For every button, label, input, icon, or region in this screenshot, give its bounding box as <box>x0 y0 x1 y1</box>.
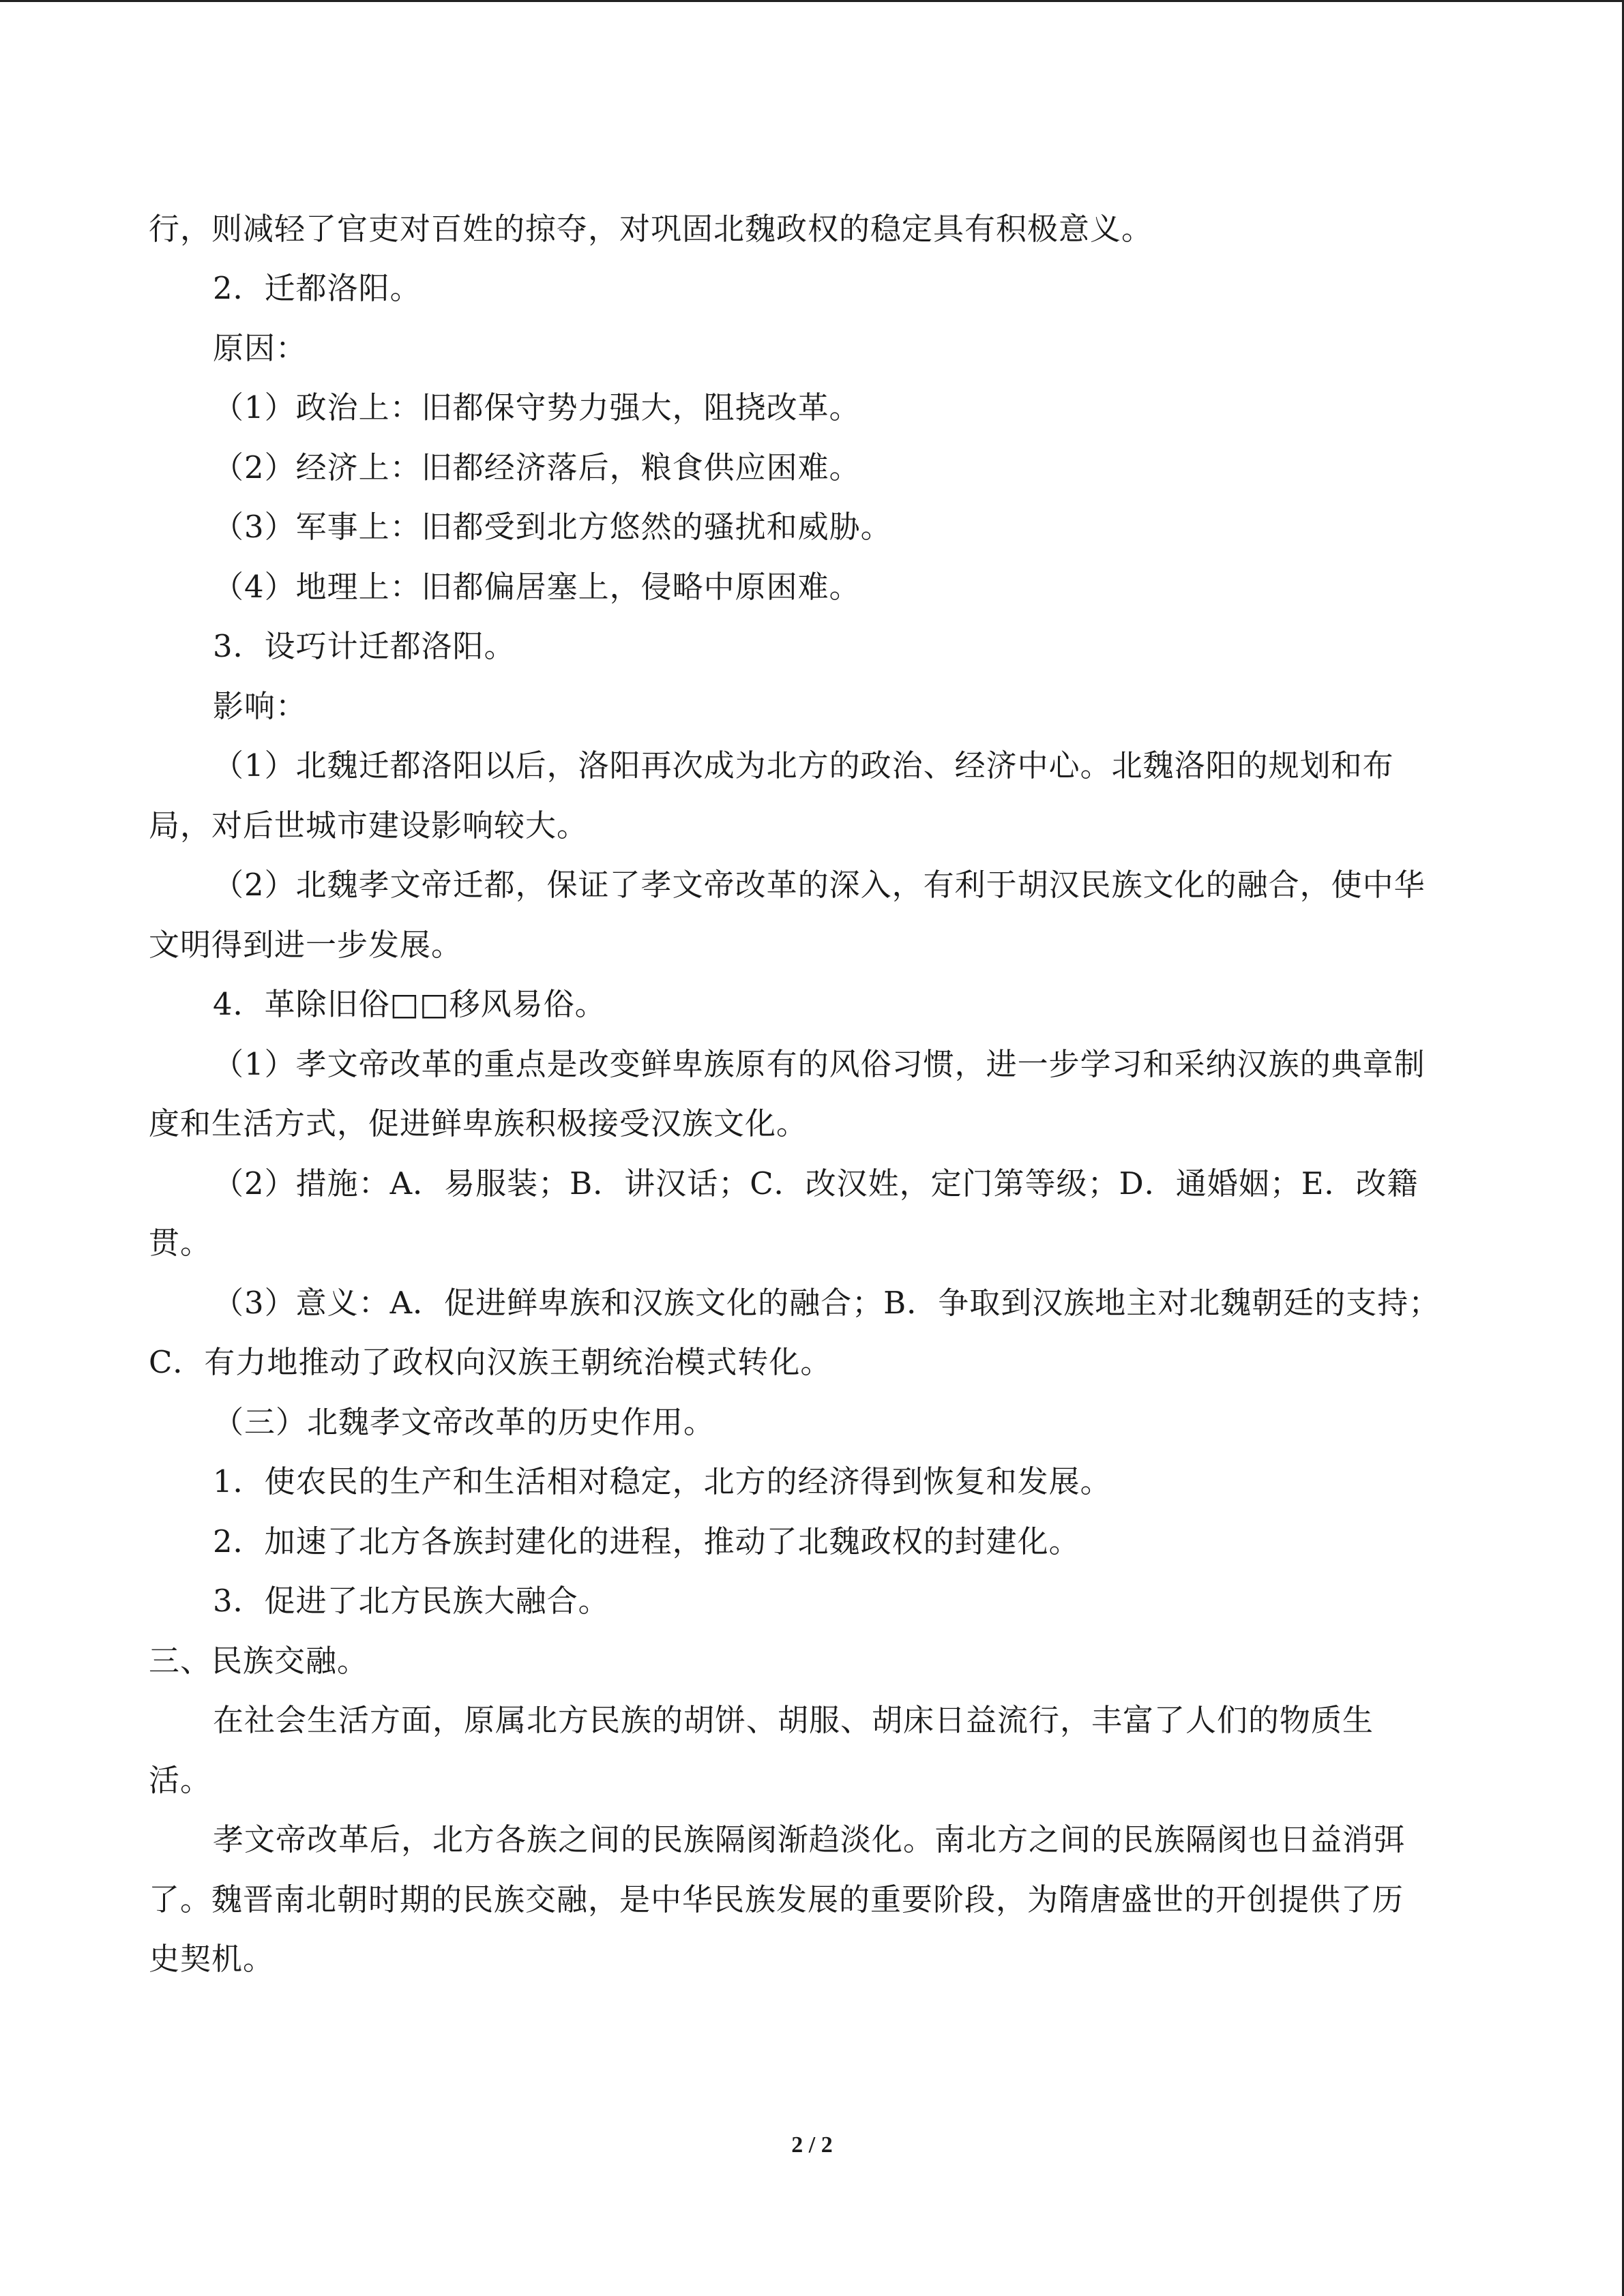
list-item: （1）北魏迁都洛阳以后，洛阳再次成为北方的政治、经济中心。北魏洛阳的规划和布 <box>213 747 1394 784</box>
page-number: 2 / 2 <box>791 2132 833 2158</box>
list-item: （2）北魏孝文帝迁都，保证了孝文帝改革的深入，有利于胡汉民族文化的融合，使中华 <box>213 867 1426 903</box>
list-item: （1）孝文帝改革的重点是改变鲜卑族原有的风俗习惯，进一步学习和采纳汉族的典章制 <box>213 1046 1426 1082</box>
text-line: C．有力地推动了政权向汉族王朝统治模式转化。 <box>149 1344 832 1380</box>
text-line: 了。魏晋南北朝时期的民族交融，是中华民族发展的重要阶段，为隋唐盛世的开创提供了历 <box>149 1881 1404 1918</box>
text-line: 行，则减轻了官吏对百姓的掠夺，对巩固北魏政权的稳定具有积极意义。 <box>149 211 1153 247</box>
text-line: 活。 <box>149 1762 212 1798</box>
list-item: （1）政治上：旧都保守势力强大，阻挠改革。 <box>213 389 861 426</box>
text-line: 影响： <box>213 688 308 724</box>
list-item: （4）地理上：旧都偏居塞上，侵略中原困难。 <box>213 569 861 605</box>
section-heading: 4．革除旧俗□□移风易俗。 <box>213 986 606 1022</box>
section-heading: 3．设巧计迁都洛阳。 <box>213 628 516 664</box>
section-heading: 三、民族交融。 <box>149 1643 369 1679</box>
list-item: （2）经济上：旧都经济落后，粮食供应困难。 <box>213 449 861 486</box>
text-line: 原因： <box>213 330 308 366</box>
text-line: 贯。 <box>149 1225 212 1261</box>
paragraph-line: 孝文帝改革后，北方各族之间的民族隔阂渐趋淡化。南北方之间的民族隔阂也日益消弭 <box>213 1821 1406 1858</box>
text-line: 度和生活方式，促进鲜卑族积极接受汉族文化。 <box>149 1105 808 1142</box>
section-heading: 2．迁都洛阳。 <box>213 270 422 306</box>
list-item: 2．加速了北方各族封建化的进程，推动了北魏政权的封建化。 <box>213 1523 1080 1560</box>
list-item: （3）意义：A．促进鲜卑族和汉族文化的融合；B．争取到汉族地主对北魏朝廷的支持； <box>213 1285 1441 1321</box>
list-item: 3．促进了北方民族大融合。 <box>213 1583 610 1619</box>
text-line: 局，对后世城市建设影响较大。 <box>149 807 589 844</box>
section-heading: （三）北魏孝文帝改革的历史作用。 <box>213 1404 715 1440</box>
paragraph-line: 在社会生活方面，原属北方民族的胡饼、胡服、胡床日益流行，丰富了人们的物质生 <box>213 1702 1374 1738</box>
list-item: （3）军事上：旧都受到北方悠然的骚扰和威胁。 <box>213 509 892 545</box>
list-item: 1．使农民的生产和生活相对稳定，北方的经济得到恢复和发展。 <box>213 1463 1112 1500</box>
text-line: 文明得到进一步发展。 <box>149 927 463 963</box>
list-item: （2）措施：A．易服装；B．讲汉话；C．改汉姓，定门第等级；D．通婚姻；E．改籍 <box>213 1165 1419 1202</box>
text-line: 史契机。 <box>149 1941 275 1977</box>
